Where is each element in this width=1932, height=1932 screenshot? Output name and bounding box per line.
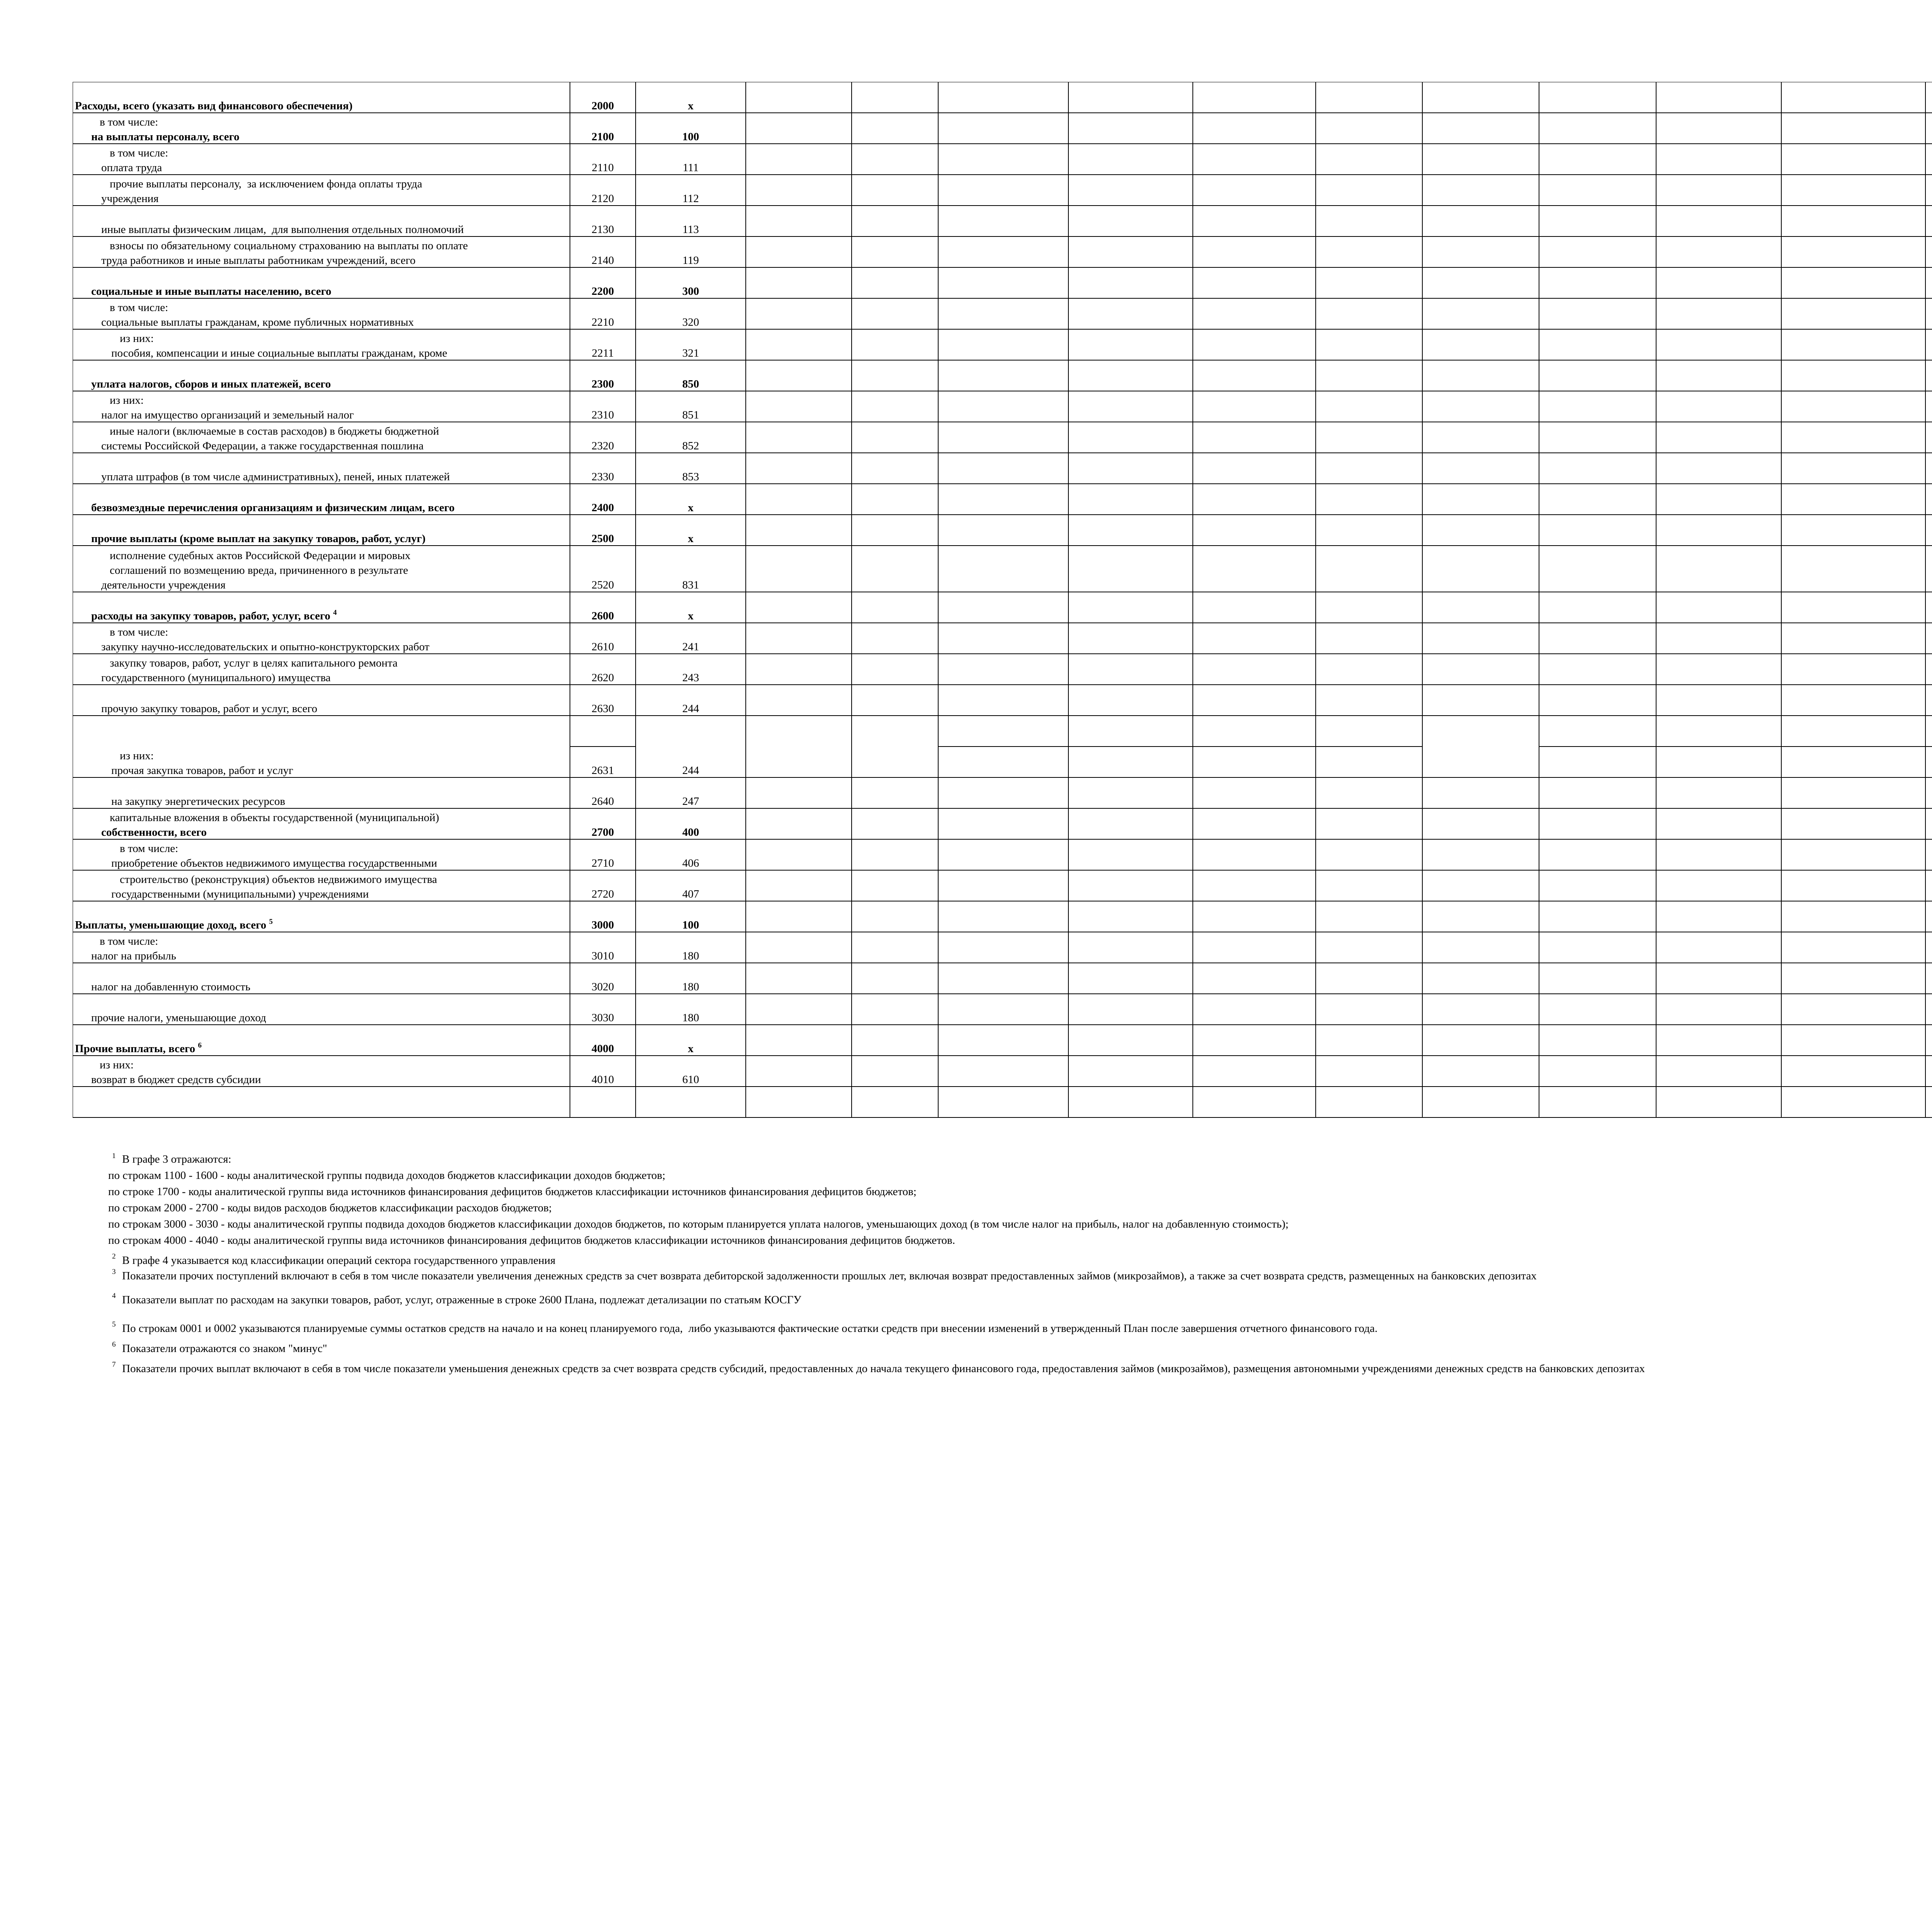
row-label-text: расходы на закупку товаров, работ, услуг, всего [91, 610, 330, 622]
row-label-text: Расходы, всего (указать вид финансового обеспечения) [75, 100, 353, 112]
row-label-text: приобретение объектов недвижимого имущества государственными [111, 857, 437, 869]
row-code: 2100 [592, 131, 614, 143]
row-code: 2140 [592, 254, 614, 267]
row-label [101, 469, 450, 485]
row-label [101, 315, 414, 330]
footnote-5-marker: 5 [112, 1320, 116, 1328]
row-label [91, 979, 250, 995]
row-label [101, 191, 159, 206]
row-kbk-code: 100 [682, 919, 699, 931]
row-label-text: оплата труда [101, 162, 162, 174]
row-subheading: в том числе: [100, 116, 158, 128]
row-label-text: прочую закупку товаров, работ и услуг, всего [101, 702, 318, 715]
row-kbk-code: 300 [682, 285, 699, 298]
row-label-text: прочие выплаты (кроме выплат на закупку товаров, работ, услуг) [91, 532, 426, 545]
row-label [91, 500, 455, 515]
row-kbk-code: 180 [682, 950, 699, 962]
row-label-text: возврат в бюджет средств субсидии [91, 1073, 261, 1086]
row-label [91, 608, 337, 624]
row-kbk-code: х [688, 502, 694, 514]
row-label [101, 701, 317, 716]
row-kbk-code: 244 [682, 702, 699, 715]
row-label-text: прочая закупка товаров, работ и услуг [111, 764, 293, 777]
row-label-text: государственными (муниципальными) учреждениями [111, 888, 369, 900]
row-label-text: социальные и иные выплаты населению, всего [91, 285, 332, 298]
row-label [101, 253, 415, 268]
row-label-text: иные выплаты физическим лицам, для выполнения отдельных полномочий [101, 223, 464, 236]
footnote-3-marker: 3 [112, 1268, 116, 1276]
row-label-text: прочие налоги, уменьшающие доход [91, 1012, 266, 1024]
row-label [111, 855, 437, 871]
row-code: 3010 [592, 950, 614, 962]
row-label-text: труда работников и иные выплаты работникам учреждений, всего [101, 254, 416, 267]
footnote-1-line: по строкам 3000 - 3030 - коды аналитической группы подвида доходов бюджетов классификации доходов бюджетов, по которым планируется уплата налогов, уменьшающих доход (в том числе налог на прибыль, налог на добавленную стоимость); [108, 1218, 1289, 1230]
footnote-2-marker: 2 [112, 1252, 116, 1260]
row-label [75, 98, 352, 114]
row-subheading: строительство (реконструкция) объектов недвижимого имущества [120, 873, 437, 886]
row-kbk-code: 243 [682, 672, 699, 684]
footnote-3: Показатели прочих поступлений включают в себя в том числе показатели увеличения денежных средств за счет возврата дебиторской задолженности прошлых лет, включая возврат предоставленных займов (микрозаймов), а также за счет возврата средств, размещенных на банковских депозитах [122, 1270, 1537, 1282]
row-kbk-code: 100 [682, 131, 699, 143]
row-kbk-code: 241 [682, 641, 699, 653]
row-subheading: закупку товаров, работ, услуг в целях капитального ремонта [110, 657, 398, 669]
row-label [101, 160, 162, 175]
row-code: 2211 [592, 347, 614, 359]
row-label-text: уплата налогов, сборов и иных платежей, всего [91, 378, 331, 390]
footnote-reference: 6 [198, 1041, 202, 1049]
row-code: 2400 [592, 502, 614, 514]
row-label-text: на закупку энергетических ресурсов [111, 795, 286, 808]
row-code: 2310 [592, 409, 614, 421]
row-subheading: из них: [120, 332, 154, 345]
row-label [101, 639, 429, 655]
row-subheading: исполнение судебных актов Российской Федерации и мировых [110, 549, 411, 562]
row-kbk-code: 850 [682, 378, 699, 390]
row-label [101, 438, 423, 454]
row-subheading: иные налоги (включаемые в состав расходов) в бюджеты бюджетной [110, 425, 439, 437]
row-label-text: Выплаты, уменьшающие доход, всего [75, 919, 267, 931]
row-kbk-code: 112 [682, 192, 699, 205]
row-label [101, 577, 226, 593]
row-subheading: прочие выплаты персоналу, за исключением фонда оплаты труда [110, 178, 422, 190]
row-kbk-code: 119 [682, 254, 699, 267]
row-kbk-code: 180 [682, 1012, 699, 1024]
row-label [101, 670, 331, 685]
row-code: 2640 [592, 795, 614, 808]
row-label-text: Прочие выплаты, всего [75, 1043, 196, 1055]
footnote-7: Показатели прочих выплат включают в себя в том числе показатели уменьшения денежных средств за счет возврата средств субсидий, предоставленных до начала текущего финансового года, предоставления займов (микрозаймов), размещения автономными учреждениями денежных средств на банковских депозитах [122, 1362, 1645, 1375]
row-kbk-code: 852 [682, 440, 699, 452]
row-kbk-code: 851 [682, 409, 699, 421]
footnote-1-line: по строкам 4000 - 4040 - коды аналитической группы вида источников финансирования дефицитов бюджетов классификации источников финансирования дефицитов бюджетов. [108, 1234, 955, 1247]
row-subheading: в том числе: [110, 147, 168, 159]
row-label-text: системы Российской Федерации, а также государственная пошлина [101, 440, 424, 452]
row-kbk-code: х [688, 610, 694, 622]
row-code: 3000 [592, 919, 614, 931]
row-code: 3030 [592, 1012, 614, 1024]
row-label-text: на выплаты персоналу, всего [91, 131, 240, 143]
row-subheading: из них: [110, 394, 144, 406]
row-label [91, 376, 331, 392]
row-code: 2710 [592, 857, 614, 869]
row-label-text: учреждения [101, 192, 159, 205]
row-code: 2130 [592, 223, 614, 236]
row-label [101, 407, 354, 423]
row-code: 2110 [592, 162, 614, 174]
row-code: 2520 [592, 579, 614, 591]
row-code: 4010 [592, 1073, 614, 1086]
row-code: 2200 [592, 285, 614, 298]
footnote-4: Показатели выплат по расходам на закупки товаров, работ, услуг, отраженные в строке 2600 Плана, подлежат детализации по статьям КОСГУ [122, 1294, 801, 1306]
row-label [91, 1010, 266, 1026]
row-kbk-code: 406 [682, 857, 699, 869]
row-kbk-code: 180 [682, 981, 699, 993]
row-label-text: налог на добавленную стоимость [91, 981, 250, 993]
footnote-5: По строкам 0001 и 0002 указываются планируемые суммы остатков средств на начало и на конец планируемого года, либо указываются фактические остатки средств при внесении изменений в утвержденный План после завершения отчетного финансового года. [122, 1322, 1378, 1335]
row-code: 2320 [592, 440, 614, 452]
row-kbk-code: 400 [682, 826, 699, 838]
row-label [101, 222, 464, 237]
row-subheading: из них: [100, 1059, 134, 1071]
row-code: 2620 [592, 672, 614, 684]
row-subheading: из них: [120, 750, 154, 762]
row-label [91, 1072, 261, 1087]
row-code: 2610 [592, 641, 614, 653]
row-kbk-code: 610 [682, 1073, 699, 1086]
row-code: 2120 [592, 192, 614, 205]
row-subheading: соглашений по возмещению вреда, причиненного в результате [110, 564, 408, 577]
row-code: 2000 [592, 100, 614, 112]
row-label-text: закупку научно-исследовательских и опытно-конструкторских работ [101, 641, 430, 653]
row-label-text: деятельности учреждения [101, 579, 226, 591]
footnote-1-marker: 1 [112, 1152, 116, 1160]
row-label-text: государственного (муниципального) имущества [101, 672, 331, 684]
row-code: 3020 [592, 981, 614, 993]
row-label-text: безвозмездные перечисления организациям и физическим лицам, всего [91, 502, 455, 514]
row-kbk-code: 321 [682, 347, 699, 359]
row-kbk-code: 244 [682, 764, 699, 777]
row-label [111, 794, 285, 809]
footnote-1-line: по строке 1700 - коды аналитической группы вида источников финансирования дефицитов бюджетов классификации источников финансирования дефицитов бюджетов; [108, 1185, 917, 1198]
row-kbk-code: 407 [682, 888, 699, 900]
row-kbk-code: 831 [682, 579, 699, 591]
row-code: 2631 [592, 764, 614, 777]
row-code: 2700 [592, 826, 614, 838]
row-label [111, 763, 293, 778]
footnote-4-marker: 4 [112, 1292, 116, 1300]
row-kbk-code: 111 [682, 162, 699, 174]
row-code: 2300 [592, 378, 614, 390]
row-label [101, 825, 207, 840]
row-subheading: в том числе: [110, 626, 168, 638]
footnote-1-line: по строкам 2000 - 2700 - коды видов расходов бюджетов классификации расходов бюджетов; [108, 1202, 552, 1214]
row-label-text: налог на прибыль [91, 950, 176, 962]
row-label-text: уплата штрафов (в том числе административных), пеней, иных платежей [101, 471, 450, 483]
row-subheading: капитальные вложения в объекты государственной (муниципальной) [110, 811, 439, 824]
footnote-1-line: по строкам 1100 - 1600 - коды аналитической группы подвида доходов бюджетов классификации доходов бюджетов; [108, 1169, 665, 1182]
row-label [91, 129, 240, 145]
footnote-1-head: В графе 3 отражаются: [122, 1153, 231, 1165]
row-subheading: в том числе: [100, 935, 158, 947]
row-code: 4000 [592, 1043, 614, 1055]
row-label-text: пособия, компенсации и иные социальные выплаты гражданам, кроме [111, 347, 447, 359]
row-label [91, 948, 176, 964]
row-code: 2630 [592, 702, 614, 715]
row-kbk-code: 113 [682, 223, 699, 236]
row-label [75, 1041, 202, 1056]
row-label [111, 886, 369, 902]
row-code: 2500 [592, 532, 614, 545]
row-subheading: в том числе: [120, 842, 179, 855]
expenses-table [73, 82, 1932, 1133]
row-kbk-code: 320 [682, 316, 699, 328]
row-kbk-code: 853 [682, 471, 699, 483]
footnote-7-marker: 7 [112, 1361, 116, 1369]
row-code: 2720 [592, 888, 614, 900]
row-label-text: налог на имущество организаций и земельный налог [101, 409, 354, 421]
row-label-text: собственности, всего [101, 826, 207, 838]
row-kbk-code: 247 [682, 795, 699, 808]
row-code: 2330 [592, 471, 614, 483]
footnote-2: В графе 4 указывается код классификации операций сектора государственного управления [122, 1254, 556, 1267]
row-label [91, 531, 425, 546]
row-code: 2210 [592, 316, 614, 328]
row-label [91, 284, 332, 299]
footnote-6: Показатели отражаются со знаком "минус" [122, 1342, 327, 1355]
footnote-reference: 5 [269, 918, 273, 926]
row-code: 2600 [592, 610, 614, 622]
footnote-reference: 4 [333, 609, 337, 617]
row-subheading: взносы по обязательному социальному страхованию на выплаты по оплате [110, 240, 468, 252]
row-kbk-code: х [688, 532, 694, 545]
row-subheading: в том числе: [110, 301, 168, 314]
row-kbk-code: х [688, 1043, 694, 1055]
row-label [111, 345, 447, 361]
row-kbk-code: х [688, 100, 694, 112]
footnote-6-marker: 6 [112, 1340, 116, 1349]
row-label [75, 917, 273, 933]
row-label-text: социальные выплаты гражданам, кроме публичных нормативных [101, 316, 414, 328]
